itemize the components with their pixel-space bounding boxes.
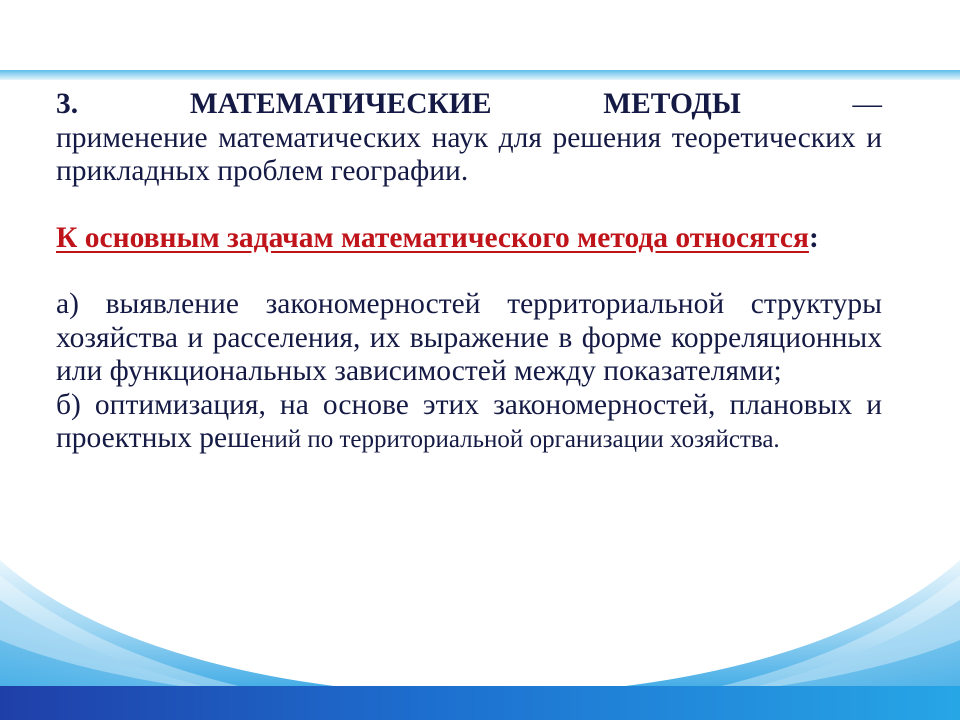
heading-number: 3. [56, 88, 79, 120]
tasks-heading [56, 222, 882, 256]
heading-word-1: МАТЕМАТИЧЕСКИЕ [189, 88, 492, 120]
task-item-b-tail: ений по территориальной организации хозяйства. [249, 426, 780, 453]
slide-content [56, 88, 882, 457]
task-item-b [56, 389, 882, 457]
tasks-heading-text: К основным задачам математического метода относятся [56, 221, 809, 254]
task-item-b-main: б) оптимизация, на основе этих закономерностей, плановых и проектных реш [56, 388, 882, 454]
bottom-decorative-bar [0, 686, 960, 720]
method-definition: применение математических наук для решения теоретических и прикладных проблем географии. [56, 121, 882, 187]
tasks-heading-colon: : [808, 221, 819, 254]
heading-dash: — [852, 88, 882, 120]
task-item-a: а) выявление закономерностей территориальной структуры хозяйства и расселения, их выражение в форме корреляционных или функциональных зависимостей между показателями; [56, 288, 882, 387]
heading-word-2: МЕТОДЫ [603, 88, 741, 120]
section-heading [56, 88, 882, 122]
